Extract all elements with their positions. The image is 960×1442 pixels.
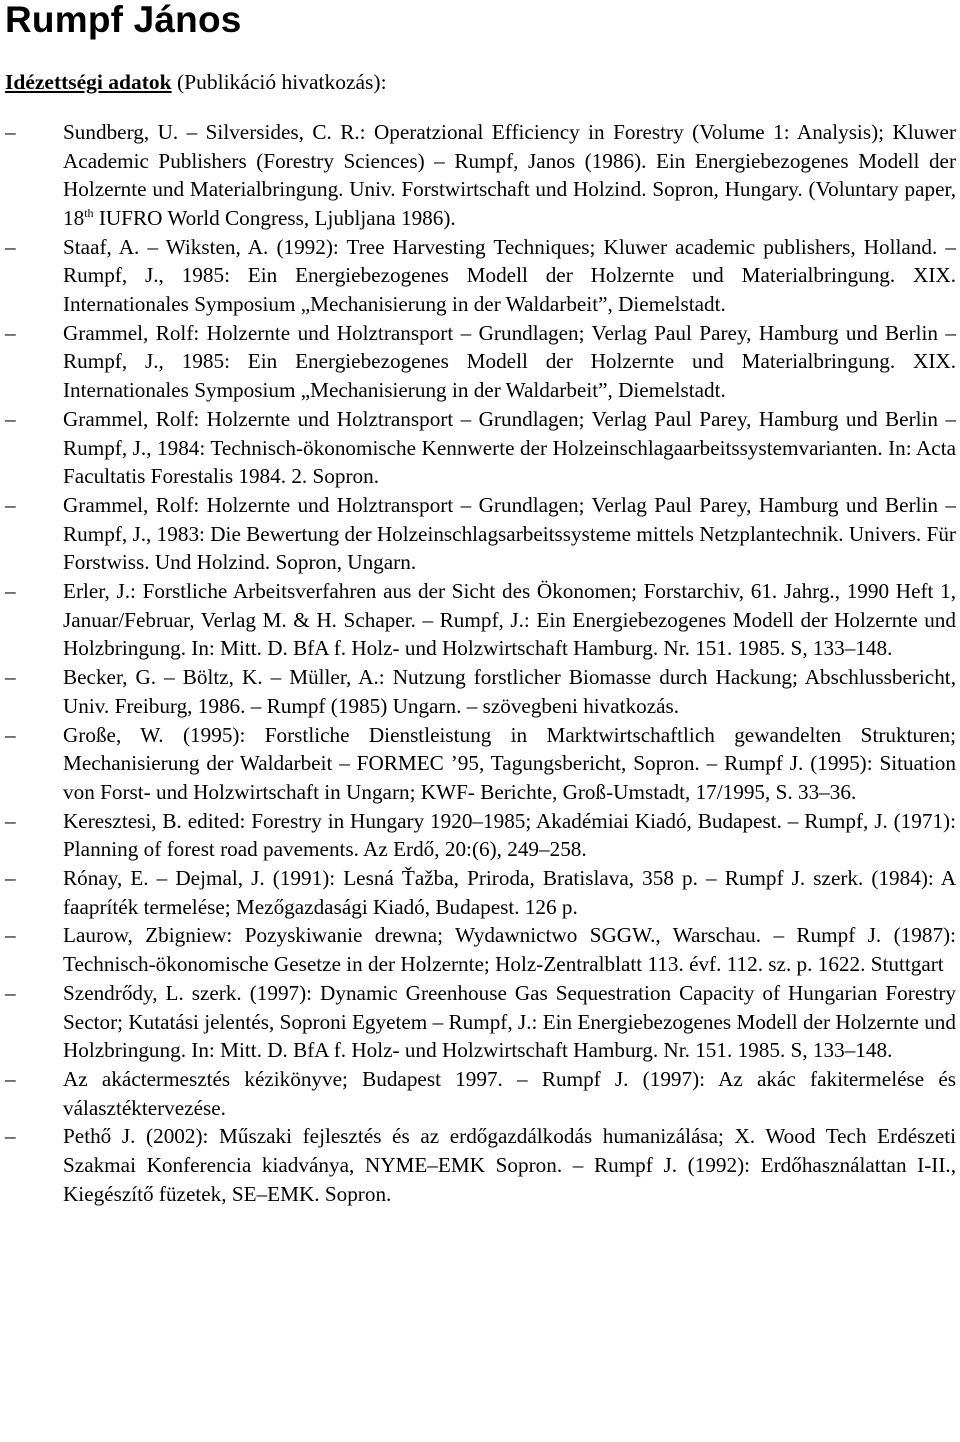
reference-text: Grammel, Rolf: Holzernte und Holztransport – Grundlagen; Verlag Paul Parey, Hamburg und Berlin – Rumpf, J., 1984: Technisch-ökonomische Kennwerte der Holzeinschlagaarbeitssystemvarianten. In: Acta Facultatis Forestalis 1984. 2. Sopron. [63,406,956,489]
bullet-dash: – [5,980,16,1005]
reference-item [5,405,956,491]
reference-text: Staaf, A. – Wiksten, A. (1992): Tree Harvesting Techniques; Kluwer academic publishers, Holland. – Rumpf, J., 1985: Ein Energiebezogenes Modell der Holzernte und Materialbringung. XIX. Internationales Symposium „Mechanisierung in der Waldarbeit”, Diemelstadt. [63,234,956,317]
reference-text: Große, W. (1995): Forstliche Dienstleistung in Marktwirtschaftlich gewandelten Strukturen; Mechanisierung der Waldarbeit – FORMEC ’95, Tagungsbericht, Sopron. – Rumpf J. (1995): Situation von Forst- und Holzwirtschaft in Ungarn; KWF- Berichte, Groß-Umstadt, 17/1995, S. 33–36. [63,722,956,804]
bullet-dash: – [5,808,16,833]
reference-item [5,807,956,864]
reference-item [5,233,956,319]
bullet-dash: – [5,320,16,345]
bullet-dash: – [5,1124,16,1149]
ordinal-superscript: th [84,205,94,220]
reference-item [5,319,956,405]
section-heading-rest: (Publikáció hivatkozás): [171,70,387,94]
section-heading-underlined: Idézettségi adatok [5,70,172,94]
bullet-dash: – [5,579,16,604]
reference-text: Becker, G. – Böltz, K. – Müller, A.: Nutzung forstlicher Biomasse durch Hackung; Abschlussbericht, Univ. Freiburg, 1986. – Rumpf (1985) Ungarn. – szövegbeni hivatkozás. [63,665,956,718]
bullet-dash: – [5,406,16,431]
bullet-dash: – [5,923,16,948]
reference-text: Pethő J. (2002): Műszaki fejlesztés és az erdőgazdálkodás humanizálása; X. Wood Tech Erdészeti Szakmai Konferencia kiadványa, NYME–EMK Sopron. – Rumpf J. (1992): Erdőhasználattan I-II., Kiegészítő füzetek, SE–EMK. Sopron. [63,1124,956,1206]
bullet-dash: – [5,722,16,747]
bullet-dash: – [5,119,16,144]
reference-text: Grammel, Rolf: Holzernte und Holztransport – Grundlagen; Verlag Paul Parey, Hamburg und Berlin – Rumpf, J., 1985: Ein Energiebezogenes Modell der Holzernte und Materialbringung. XIX. Internationales Symposium „Mechanisierung in der Waldarbeit”, Diemelstadt. [63,320,956,403]
reference-item [5,921,956,978]
page-title: Rumpf János [5,0,242,40]
reference-text: Rónay, E. – Dejmal, J. (1991): Lesná Ťažba, Priroda, Bratislava, 358 p. – Rumpf J. szerk. (1984): A faapríték termelése; Mezőgazdasági Kiadó, Budapest. 126 p. [63,866,956,919]
reference-text: Szendrődy, L. szerk. (1997): Dynamic Greenhouse Gas Sequestration Capacity of Hungarian Forestry Sector; Kutatási jelentés, Soproni Egyetem – Rumpf, J.: Ein Energiebezogenes Modell der Holzernte und Holzbringung. In: Mitt. D. BfA f. Holz- und Holzwirtschaft Hamburg. Nr. 151. 1985. S, 133–148. [63,980,956,1063]
bullet-dash: – [5,1067,16,1091]
reference-text: Az akáctermesztés kézikönyve; Budapest 1997. – Rumpf J. (1997): Az akác fakitermelése és választéktervezése. [63,1067,956,1120]
reference-text: Grammel, Rolf: Holzernte und Holztransport – Grundlagen; Verlag Paul Parey, Hamburg und Berlin – Rumpf, J., 1983: Die Bewertung der Holzeinschlagsarbeitssysteme mittels Netzplantechnik. Univers. Für Forstwiss. Und Holzind. Sopron, Ungarn. [63,492,956,575]
reference-item [5,577,956,663]
reference-item [5,721,956,807]
reference-item [5,491,956,577]
reference-item [5,1122,956,1208]
reference-item [5,1065,956,1122]
reference-text: Erler, J.: Forstliche Arbeitsverfahren aus der Sicht des Ökonomen; Forstarchiv, 61. Jahrg., 1990 Heft 1, Januar/Februar, Verlag M. & H. Schaper. – Rumpf, J.: Ein Energiebezogenes Modell der Holzernte und Holzbringung. In: Mitt. D. BfA f. Holz- und Holzwirtschaft Hamburg. Nr. 151. 1985. S, 133–148. [63,579,956,661]
reference-item [5,663,956,720]
section-heading [5,68,956,97]
reference-text-continued: IUFRO World Congress, Ljubljana 1986). [93,205,456,230]
bullet-dash: – [5,665,16,690]
reference-item [5,979,956,1065]
reference-item [5,118,956,233]
bullet-dash: – [5,492,16,517]
bullet-dash: – [5,234,16,259]
reference-text: Keresztesi, B. edited: Forestry in Hungary 1920–1985; Akadémiai Kiadó, Budapest. – Rumpf, J. (1971): Planning of forest road pavements. Az Erdő, 20:(6), 249–258. [63,808,956,862]
reference-list [5,118,956,1209]
bullet-dash: – [5,866,16,891]
reference-text: Laurow, Zbigniew: Pozyskiwanie drewna; Wydawnictwo SGGW., Warschau. – Rumpf J. (1987): Technisch-ökonomische Gesetze in der Holzernte; Holz-Zentralblatt 113. évf. 112. sz. p. 1622. Stuttgart [63,923,956,977]
reference-item [5,864,956,921]
reference-text: Sundberg, U. – Silversides, C. R.: Operatzional Efficiency in Forestry (Volume 1: Analysis); Kluwer Academic Publishers (Forestry Sciences) – Rumpf, Janos (1986). Ein Energiebezogenes Modell der Holzernte und Materialbringung. Univ. Forstwirtschaft und Holzind. Sopron, Hungary. (Voluntary paper, 18 [63,119,956,230]
